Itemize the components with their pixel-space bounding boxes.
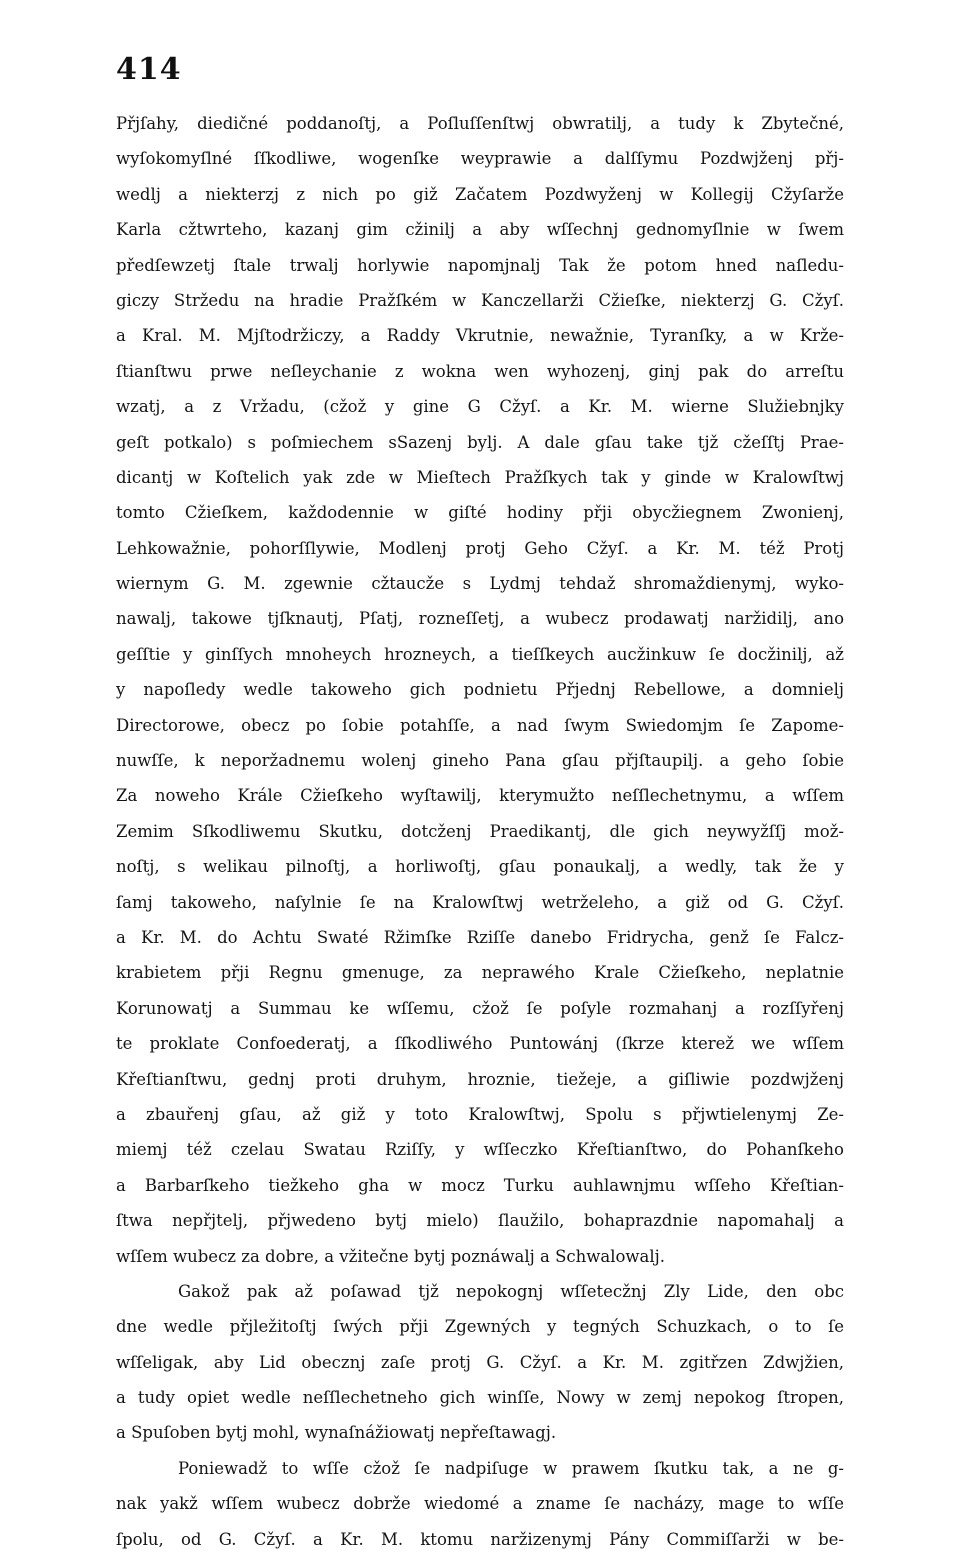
text-line: geſſtie y ginſſych mnoheych hrozneych, a tieſſkeych aucžinkuw ſe docžinilj, až: [116, 644, 844, 664]
text-line: a zbauřenj gſau, až giž y toto Kralowſtwj, Spolu s přjwtielenymj Ze-: [116, 1104, 844, 1124]
text-line: ſtianſtwu prwe neſleychanie z wokna wen wyhozenj, ginj pak do arreſtu: [116, 361, 844, 381]
text-line: wſſem wubecz za dobre, a vžitečne bytj poznáwalj a Schwalowalj.: [116, 1246, 666, 1266]
text-line: ſamj takoweho, naſylnie ſe na Kralowſtwj wetrželeho, a giž od G. Cžyſ.: [116, 892, 844, 912]
text-line: geſt potkalo) s poſmiechem sSazenj bylj. A dale gſau take tjž cžeſſtj Prae-: [116, 432, 844, 452]
text-line: tomto Cžieſkem, každodennie w giſté hodiny přji obycžiegnem Zwonienj,: [116, 503, 844, 523]
text-line: giczy Stržedu na hradie Pražſkém w Kanczellarži Cžieſke, niekterzj G. Cžyſ.: [116, 290, 844, 310]
text-line: nawalj, takowe tjſknautj, Pſatj, rozneſſetj, a wubecz prodawatj naržidilj, ano: [116, 609, 844, 629]
text-line: wyſokomyſlné ſſkodliwe, wogenſke weyprawie a dalſſymu Pozdwjženj přj-: [116, 149, 844, 169]
body-text: [116, 106, 844, 1557]
text-line: Křeſtianſtwu, gednj proti druhym, hroznie, tiežeje, a giſliwie pozdwjženj: [116, 1069, 844, 1089]
text-line: Korunowatj a Summau ke wſſemu, cžož ſe poſyle rozmahanj a rozſſyřenj: [116, 998, 844, 1018]
text-line: dne wedle přjležitoſtj ſwých přji Zgewných y tegných Schuzkach, o to ſe: [116, 1317, 844, 1337]
text-line: předſewzetj ſtale trwalj horlywie napomjnalj Tak že potom hned naſledu-: [116, 255, 844, 275]
text-line: wedlj a niekterzj z nich po giž Začatem Pozdwyženj w Kollegij Cžyſarže: [116, 184, 844, 204]
text-line: Přjſahy, diedičné poddanoſtj, a Poſluſſenſtwj obwratilj, a tudy k Zbytečné,: [116, 114, 844, 133]
text-line: y napoſledy wedle takoweho gich podnietu Přjednj Rebellowe, a domnielj: [116, 680, 844, 700]
text-line: Karla cžtwrteho, kazanj gim cžinilj a aby wſſechnj gednomyſlnie w ſwem: [116, 220, 844, 240]
text-line: a tudy opiet wedle neſſlechetneho gich winſſe, Nowy w zemj nepokog ſtropen,: [116, 1388, 844, 1408]
text-line: a Spuſoben bytj mohl, wynaſnážiowatj nepřeſtawagj.: [116, 1423, 557, 1443]
text-line: ſpolu, od G. Cžyſ. a Kr. M. ktomu naržizenymj Pány Commiſſarži w be-: [116, 1529, 844, 1549]
text-line: miemj též czelau Swatau Rziſſy, y wſſeczko Křeſtianſtwo, do Pohanſkeho: [116, 1140, 844, 1160]
page-number: 414: [116, 52, 182, 87]
text-line: a Kral. M. Mjſtodržiczy, a Raddy Vkrutnie, newažnie, Tyranſky, a w Krže-: [116, 326, 844, 346]
text-line: a Kr. M. do Achtu Swaté Ržimſke Rziſſe danebo Fridrycha, genž ſe Falcz-: [116, 927, 844, 947]
text-line: Poniewadž to wſſe cžož ſe nadpiſuge w prawem ſkutku tak, a ne g-: [178, 1458, 844, 1478]
text-line: Directorowe, obecz po ſobie potahſſe, a nad ſwym Swiedomjm ſe Zapome-: [116, 715, 844, 735]
text-line: noſtj, s welikau pilnoſtj, a horliwoſtj, gſau ponaukalj, a wedly, tak že y: [116, 857, 844, 877]
text-line: wiernym G. M. zgewnie cžtaucže s Lydmj tehdaž shromaždienymj, wyko-: [116, 574, 844, 594]
text-line: Zemim Sſkodliwemu Skutku, dotcženj Praedikantj, dle gich neywyžſſj mož-: [116, 821, 844, 841]
text-line: nak yakž wſſem wubecz dobrže wiedomé a zname ſe nacházy, mage to wſſe: [116, 1494, 844, 1514]
text-line: dicantj w Koſtelich yak zde w Mieſtech Pražſkych tak y ginde w Kralowſtwj: [116, 467, 844, 487]
text-line: Gakož pak až poſawad tjž nepokognj wſſetecžnj Zly Lide, den obc: [178, 1281, 844, 1301]
text-line: a Barbarſkeho tiežkeho gha w mocz Turku auhlawnjmu wſſeho Křeſtian-: [116, 1175, 844, 1195]
text-line: wzatj, a z Vržadu, (cžož y gine G Cžyſ. a Kr. M. wierne Služiebnjky: [116, 397, 844, 417]
text-line: Za noweho Krále Cžieſkeho wyſtawilj, kterymužto neſſlechetnymu, a wſſem: [116, 786, 844, 806]
text-line: krabietem přji Regnu gmenuge, za neprawého Krale Cžieſkeho, neplatnie: [116, 963, 844, 983]
text-line: ſtwa nepřjtelj, přjwedeno bytj mielo) ſlaužilo, bohaprazdnie napomahalj a: [116, 1211, 844, 1231]
text-line: te proklate Confoederatj, a ſſkodliwého Puntowánj (ſkrze kterež we wſſem: [116, 1034, 844, 1054]
text-line: wſſeligak, aby Lid obecznj zaſe protj G. Cžyſ. a Kr. M. zgitřzen Zdwjžien,: [116, 1352, 844, 1372]
text-line: Lehkowažnie, pohorſſlywie, Modlenj protj Geho Cžyſ. a Kr. M. též Protj: [116, 538, 844, 558]
text-line: nuwſſe, k neporžadnemu wolenj gineho Pana gſau přjſtaupilj. a geho ſobie: [116, 751, 844, 771]
